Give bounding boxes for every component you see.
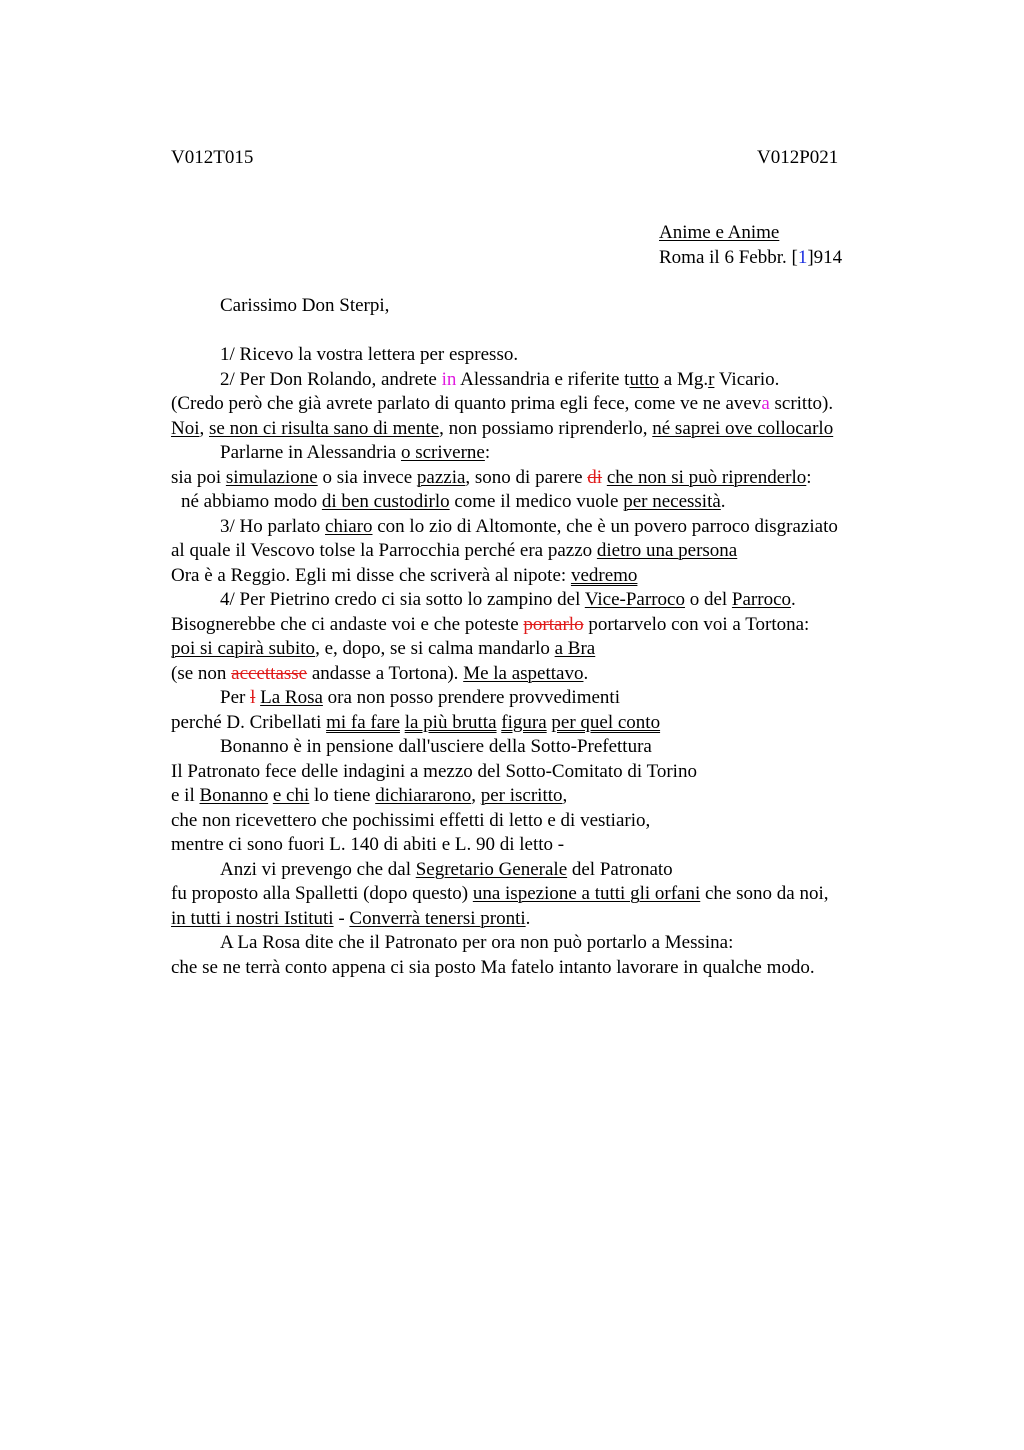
inserted-text: in [441, 368, 457, 390]
blank-line [171, 319, 911, 344]
text-line [171, 441, 911, 466]
heading-title: Anime e Anime [659, 222, 780, 243]
text-line [171, 711, 911, 736]
underlined-text: o scriverne [400, 442, 485, 463]
text-line: Bonanno è in pensione dall'usciere della Sotto-Prefettura [220, 736, 652, 757]
underlined-text: r [708, 368, 715, 390]
underlined-text: in tutti i nostri Istituti [171, 907, 334, 929]
text-run: o sia invece [317, 466, 417, 488]
text-run: Bisognerebbe che ci andaste voi e che poteste [171, 613, 524, 635]
underlined-text: La Rosa [260, 687, 323, 708]
text-run: né abbiamo modo [181, 491, 322, 512]
paragraph-2-line [171, 368, 911, 393]
date-line [659, 246, 842, 271]
text-line [171, 539, 911, 564]
text-line [171, 882, 911, 907]
underlined-text: di ben custodirlo [321, 491, 450, 512]
underlined-text: per necessità [623, 491, 721, 512]
text-run: lo tiene [309, 785, 376, 806]
text-run: o del [684, 589, 732, 610]
text-run: Vicario. [714, 368, 780, 390]
text-run: ora non posso prendere provvedimenti [322, 687, 620, 708]
underlined-text: né saprei ove collocarlo [652, 417, 834, 439]
underlined-text: Noi [171, 417, 200, 439]
text-line [171, 392, 911, 417]
text-run: Alessandria e riferite t [456, 368, 630, 390]
salutation: Carissimo Don Sterpi, [220, 295, 390, 316]
text-line [171, 907, 911, 932]
text-run: Ora è a Reggio. Egli mi disse che scriverà al nipote: [171, 564, 571, 586]
text-run: , sono di parere [465, 466, 588, 488]
underlined-text: Vice-Parroco [584, 589, 685, 610]
text-run: - [333, 907, 350, 929]
text-run: (se non [171, 662, 232, 684]
text-run: del Patronato [567, 858, 673, 880]
underlined-text: una ispezione a tutti gli orfani [472, 883, 701, 904]
text-run: Parlarne in Alessandria [220, 442, 401, 463]
text-run: (Credo però che già avrete parlato di quanto prima egli fece, come ve ne avev [171, 393, 762, 414]
text-line [171, 466, 911, 491]
underlined-text: a Bra [554, 638, 596, 659]
double-underlined-text: mi fa fare [326, 711, 400, 733]
underlined-text: simulazione [225, 466, 318, 488]
date-text-end: ]914 [807, 246, 843, 268]
deleted-text: portarlo [523, 613, 584, 635]
text-run: e il [171, 785, 200, 806]
text-line: Il Patronato fece delle indagini a mezzo del Sotto-Comitato di Torino [171, 760, 697, 782]
underlined-text: dietro una persona [596, 540, 738, 561]
text-run: perché D. Cribellati [171, 711, 327, 733]
underlined-text: e chi [272, 785, 310, 806]
text-run: , e, dopo, se si calma mandarlo [315, 638, 555, 659]
underlined-text: Converrà tenersi pronti [349, 907, 526, 929]
text-run: 3/ Ho parlato [220, 515, 326, 537]
underlined-text: Parroco [731, 589, 792, 610]
text-line: che non ricevettero che pochissimi effetti di letto e di vestiario, [171, 809, 651, 831]
underlined-text: chiaro [325, 515, 373, 537]
text-run: portarvelo con voi a Tortona: [583, 613, 810, 635]
deleted-text: l [250, 687, 256, 708]
date-text: Roma il 6 Febbr. [ [659, 246, 798, 268]
text-line [171, 686, 911, 711]
text-run: Per [220, 687, 251, 708]
paragraph-1-line: 1/ Ricevo la vostra lettera per espresso. [220, 344, 519, 365]
text-run: sia poi [171, 466, 226, 488]
text-run: Anzi vi prevengo che dal [220, 858, 416, 880]
text-run: andasse a Tortona). [307, 662, 464, 684]
text-run: 2/ Per Don Rolando, andrete [220, 368, 442, 390]
text-run: : [806, 466, 812, 488]
text-line [171, 490, 911, 515]
text-line [171, 662, 911, 687]
underlined-text: Me la aspettavo [463, 662, 584, 684]
text-run: 4/ Per Pietrino credo ci sia sotto lo zampino del [220, 589, 585, 610]
text-run: come il medico vuole [449, 491, 624, 512]
document-code-left: V012T015 [171, 147, 254, 168]
text-line: A La Rosa dite che il Patronato per ora non può portarlo a Messina: [220, 932, 734, 953]
text-run: . [720, 491, 726, 512]
text-line: mentre ci sono fuori L. 140 di abiti e L. 90 di letto - [171, 834, 565, 855]
text-run: al quale il Vescovo tolse la Parrocchia perché era pazzo [171, 540, 597, 561]
double-underlined-text: vedremo [570, 564, 638, 586]
underlined-text: dichiararono [375, 785, 472, 806]
underlined-text: Bonanno [199, 785, 269, 806]
underlined-text: se non ci risulta sano di mente [209, 417, 440, 439]
heading-title-line [659, 221, 842, 246]
letter-heading [659, 221, 842, 270]
text-line [171, 858, 911, 883]
inserted-text: a [761, 393, 770, 414]
date-editorial-digit: 1 [797, 246, 808, 268]
underlined-text: per iscritto [480, 785, 563, 806]
text-run: a Mg. [659, 368, 709, 390]
text-run: fu proposto alla Spalletti (dopo questo) [171, 883, 473, 904]
underlined-text: utto [629, 368, 660, 390]
underlined-text: poi si capirà subito [171, 638, 316, 659]
document-code-right: V012P021 [757, 147, 839, 168]
letter-body [171, 294, 911, 980]
text-run: che sono da noi, [700, 883, 829, 904]
paragraph-3-line [171, 515, 911, 540]
text-run: , [471, 785, 481, 806]
text-line [171, 417, 911, 442]
text-run: scritto). [769, 393, 834, 414]
text-run: . [525, 907, 531, 929]
text-run: : [484, 442, 491, 463]
underlined-text: pazzia [416, 466, 466, 488]
text-run: con lo zio di Altomonte, che è un povero parroco disgraziato [372, 515, 838, 537]
text-line [171, 613, 911, 638]
deleted-text: di [587, 466, 603, 488]
paragraph-4-line [171, 588, 911, 613]
deleted-text: accettasse [231, 662, 308, 684]
text-run: , [562, 785, 568, 806]
double-underlined-text: la più brutta [404, 711, 497, 733]
underlined-text: che non si può riprenderlo [606, 466, 807, 488]
text-run: . [583, 662, 589, 684]
text-line [171, 784, 911, 809]
text-line [171, 564, 911, 589]
text-line [171, 637, 911, 662]
text-run: . [791, 589, 796, 610]
text-run: , non possiamo riprenderlo, [439, 417, 653, 439]
double-underlined-text: figura [501, 711, 547, 733]
text-run: , [199, 417, 209, 439]
underlined-text: Segretario Generale [415, 858, 568, 880]
text-line: che se ne terrà conto appena ci sia posto Ma fatelo intanto lavorare in qualche modo. [171, 956, 815, 978]
double-underlined-text: per quel conto [551, 711, 661, 733]
